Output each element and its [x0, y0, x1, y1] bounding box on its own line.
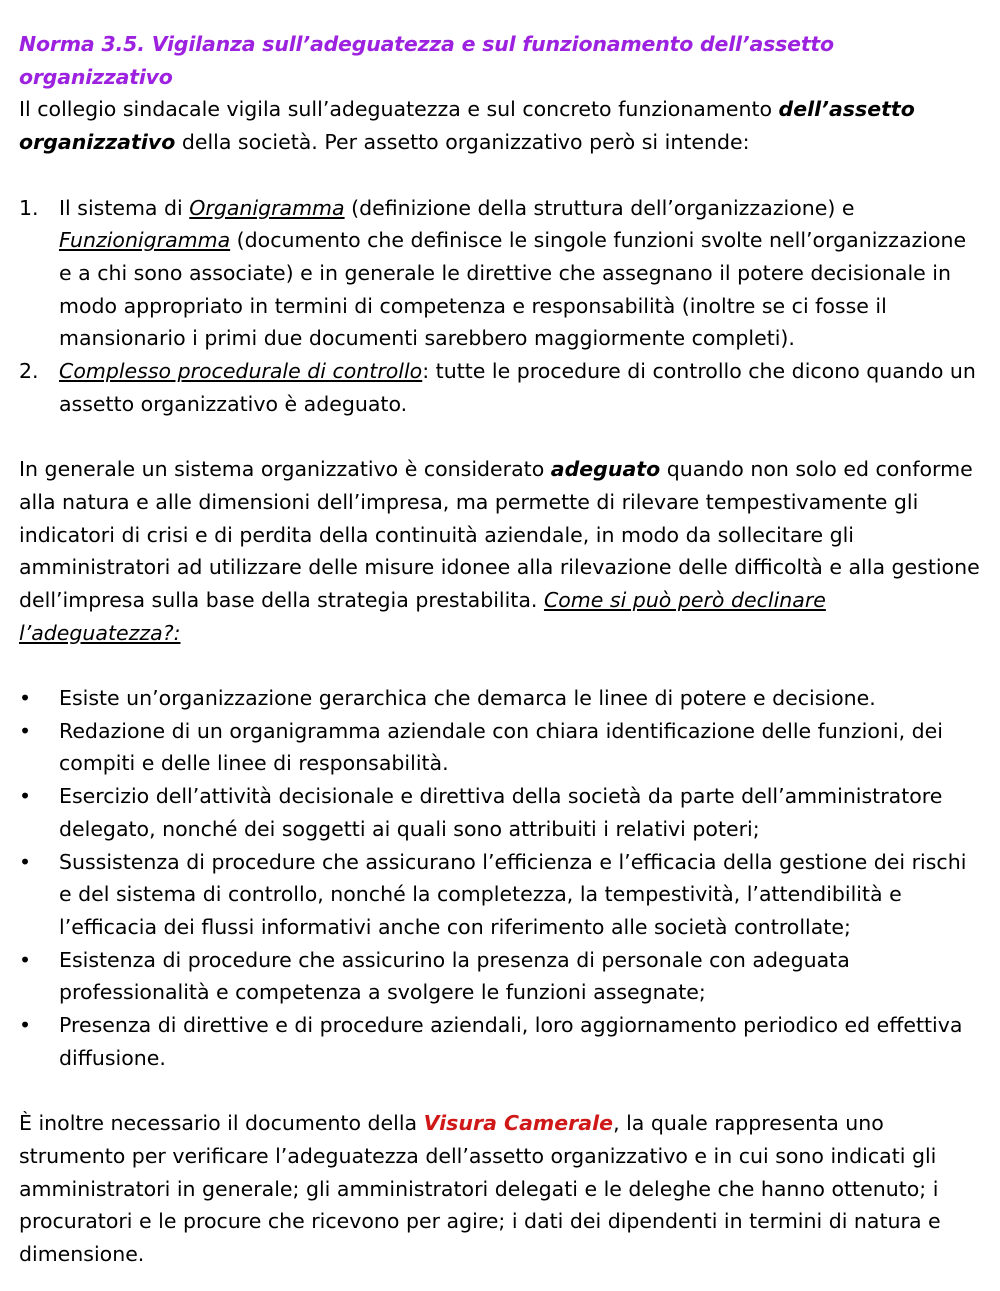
numbered-item [19, 192, 980, 356]
item-text: (definizione della struttura dell’organizzazione) e [344, 195, 855, 220]
bullet-icon: • [19, 784, 32, 809]
spacer [19, 420, 980, 453]
list-number: 1. [19, 195, 39, 220]
section-heading: Norma 3.5. Vigilanza sull’adeguatezza e sul funzionamento dell’assetto organizzativo [19, 32, 834, 89]
bullet-icon: • [19, 718, 32, 743]
list-item [19, 944, 980, 1009]
bullet-icon: • [19, 947, 32, 972]
list-item [19, 780, 980, 845]
item-text: Il sistema di [59, 195, 190, 220]
visura-text: È inoltre necessario il documento della [19, 1111, 424, 1136]
adequacy-question: Come si può però declinare l’adeguatezza?: [19, 587, 826, 645]
adequacy-text-end: quando non solo ed conforme alla natura e alle dimensioni dell’impresa, ma permette di rilevare tempestivamente gli indicatori di crisi e di perdita della continuità aziendale, in modo da sollecitare gli amministratori ad utilizzare delle misure idonee alla rilevazione delle difficoltà e alla gestione dell’impresa sulla base della strategia prestabilita. [19, 457, 980, 612]
intro-paragraph [19, 93, 980, 158]
visura-camerale-term: Visura Camerale [423, 1111, 614, 1136]
list-item [19, 715, 980, 780]
adequacy-text: In generale un sistema organizzativo è considerato [19, 457, 551, 482]
intro-emphasis: dell’assetto organizzativo [19, 97, 915, 155]
bullet-list [19, 682, 980, 1074]
complesso-term: Complesso procedurale di controllo [59, 359, 423, 384]
visura-text-end: , la quale rappresenta uno strumento per verificare l’adeguatezza dell’assetto organizzativo e in cui sono indicati gli amministratori in generale; gli amministratori delegati e le deleghe che hanno ottenuto; i procuratori e le procure che ricevono per agire; i dati dei dipendenti in termini di natura e dimensione. [19, 1111, 941, 1266]
adequacy-paragraph [19, 453, 980, 649]
bullet-icon: • [19, 849, 32, 874]
adequacy-emphasis: adeguato [550, 457, 661, 482]
spacer [19, 1074, 980, 1107]
bullet-text: Esistenza di procedure che assicurino la presenza di personale con adeguata professionalità e competenza a svolgere le funzioni assegnate; [59, 947, 850, 1005]
bullet-text: Esiste un’organizzazione gerarchica che demarca le linee di potere e decisione. [59, 686, 876, 711]
bullet-icon: • [19, 1013, 32, 1038]
list-item [19, 682, 980, 715]
bullet-text: Presenza di direttive e di procedure aziendali, loro aggiornamento periodico ed effettiva diffusione. [59, 1013, 963, 1070]
list-item [19, 846, 980, 944]
bullet-text: Esercizio dell’attività decisionale e direttiva della società da parte dell’amministratore delegato, nonché dei soggetti ai quali sono attribuiti i relativi poteri; [59, 784, 943, 841]
organigramma-term: Organigramma [189, 195, 345, 220]
numbered-list [19, 192, 980, 421]
funzionigramma-term: Funzionigramma [59, 228, 231, 253]
item-text: : tutte le procedure di controllo che dicono quando un assetto organizzativo è adeguato. [59, 359, 976, 416]
spacer [19, 159, 980, 192]
intro-text-end: della società. Per assetto organizzativo però si intende: [175, 130, 750, 155]
item-text: (documento che definisce le singole funzioni svolte nell’organizzazione e a chi sono associate) e in generale le direttive che assegnano il potere decisionale in modo appropriato in termini di competenza e responsabilità (inoltre se ci fosse il mansionario i primi due documenti sarebbero maggiormente completi). [59, 228, 967, 351]
visura-paragraph [19, 1107, 980, 1271]
bullet-text: Sussistenza di procedure che assicurano l’efficienza e l’efficacia della gestione dei rischi e del sistema di controllo, nonché la completezza, la tempestività, l’attendibilità e l’efficacia dei flussi informativi anche con riferimento alle società controllate; [59, 849, 967, 939]
spacer [19, 649, 980, 682]
list-number: 2. [19, 359, 39, 384]
list-item [19, 1009, 980, 1074]
numbered-item [19, 355, 980, 420]
intro-text: Il collegio sindacale vigila sull’adeguatezza e sul concreto funzionamento [19, 97, 779, 122]
bullet-icon: • [19, 686, 32, 711]
bullet-text: Redazione di un organigramma aziendale con chiara identificazione delle funzioni, dei compiti e delle linee di responsabilità. [59, 718, 943, 776]
